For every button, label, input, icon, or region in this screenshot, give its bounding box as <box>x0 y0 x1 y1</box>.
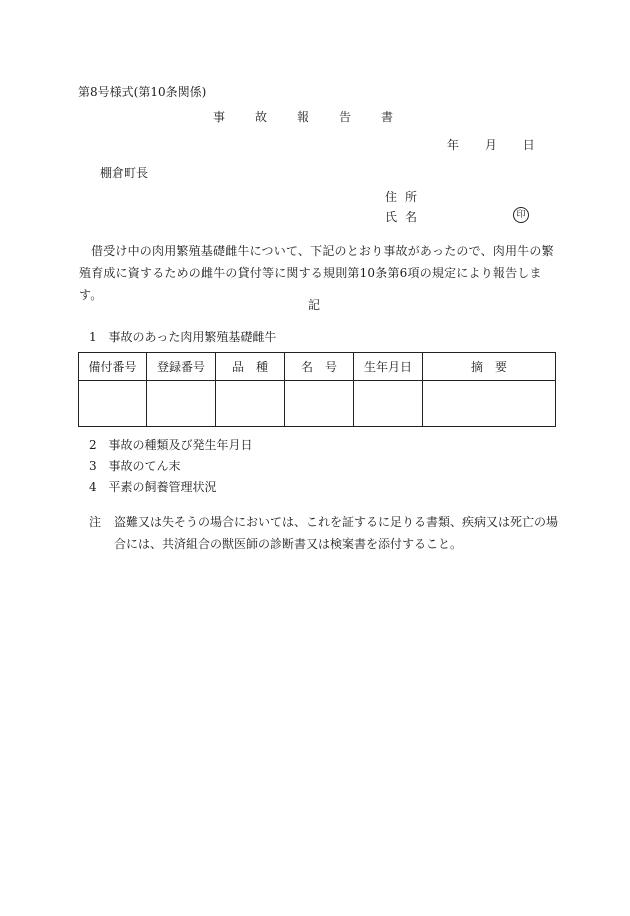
item-3 <box>89 457 180 474</box>
table-cell <box>423 381 556 427</box>
date-day: 日 <box>522 138 535 152</box>
name-label: 氏名 <box>385 210 426 224</box>
table-row <box>79 381 556 427</box>
seal-icon: 印 <box>513 207 529 223</box>
header-breed: 品 種 <box>216 353 285 381</box>
item-number: 2 <box>89 438 97 452</box>
item-text: 事故のあった肉用繁殖基礎雌牛 <box>108 330 277 344</box>
document-title: 事故報告書 <box>213 110 424 124</box>
date-month: 月 <box>484 138 497 152</box>
address-label: 住所 <box>385 190 426 204</box>
date-year: 年 <box>447 138 460 152</box>
note-label: 注 <box>89 515 102 529</box>
cattle-table <box>78 352 556 427</box>
note-block <box>89 511 559 555</box>
item-4 <box>89 478 216 495</box>
header-remarks: 摘 要 <box>423 353 556 381</box>
item-number: 4 <box>89 480 97 494</box>
item-text: 事故のてん末 <box>108 459 181 473</box>
table-cell <box>79 381 147 427</box>
table-cell <box>285 381 354 427</box>
header-registration-code: 備付番号 <box>79 353 147 381</box>
header-name: 名 号 <box>285 353 354 381</box>
table-header-row <box>79 353 556 381</box>
item-text: 事故の種類及び発生年月日 <box>108 438 253 452</box>
item-2 <box>89 436 252 453</box>
table-cell <box>147 381 216 427</box>
ki-heading: 記 <box>308 298 321 312</box>
form-number: 第8号様式(第10条関係) <box>78 85 207 99</box>
item-number: 3 <box>89 459 97 473</box>
item-number: 1 <box>89 330 97 344</box>
date-line <box>447 136 535 153</box>
addressee: 棚倉町長 <box>100 166 149 180</box>
header-registration-number: 登録番号 <box>147 353 216 381</box>
table-cell <box>354 381 423 427</box>
table-cell <box>216 381 285 427</box>
report-body: 借受け中の肉用繁殖基礎雌牛について、下記のとおり事故があったので、肉用牛の繁殖育成に資するための雌牛の貸付等に関する規則第10条第6項の規定により報告します。 <box>79 244 554 302</box>
header-birth-date: 生年月日 <box>354 353 423 381</box>
item-1 <box>89 328 276 345</box>
item-text: 平素の飼養管理状況 <box>108 480 217 494</box>
note-text: 盗難又は失そうの場合においては、これを証するに足りる書類、疾病又は死亡の場合には、共済組合の獣医師の診断書又は検案書を添付すること。 <box>114 515 559 551</box>
